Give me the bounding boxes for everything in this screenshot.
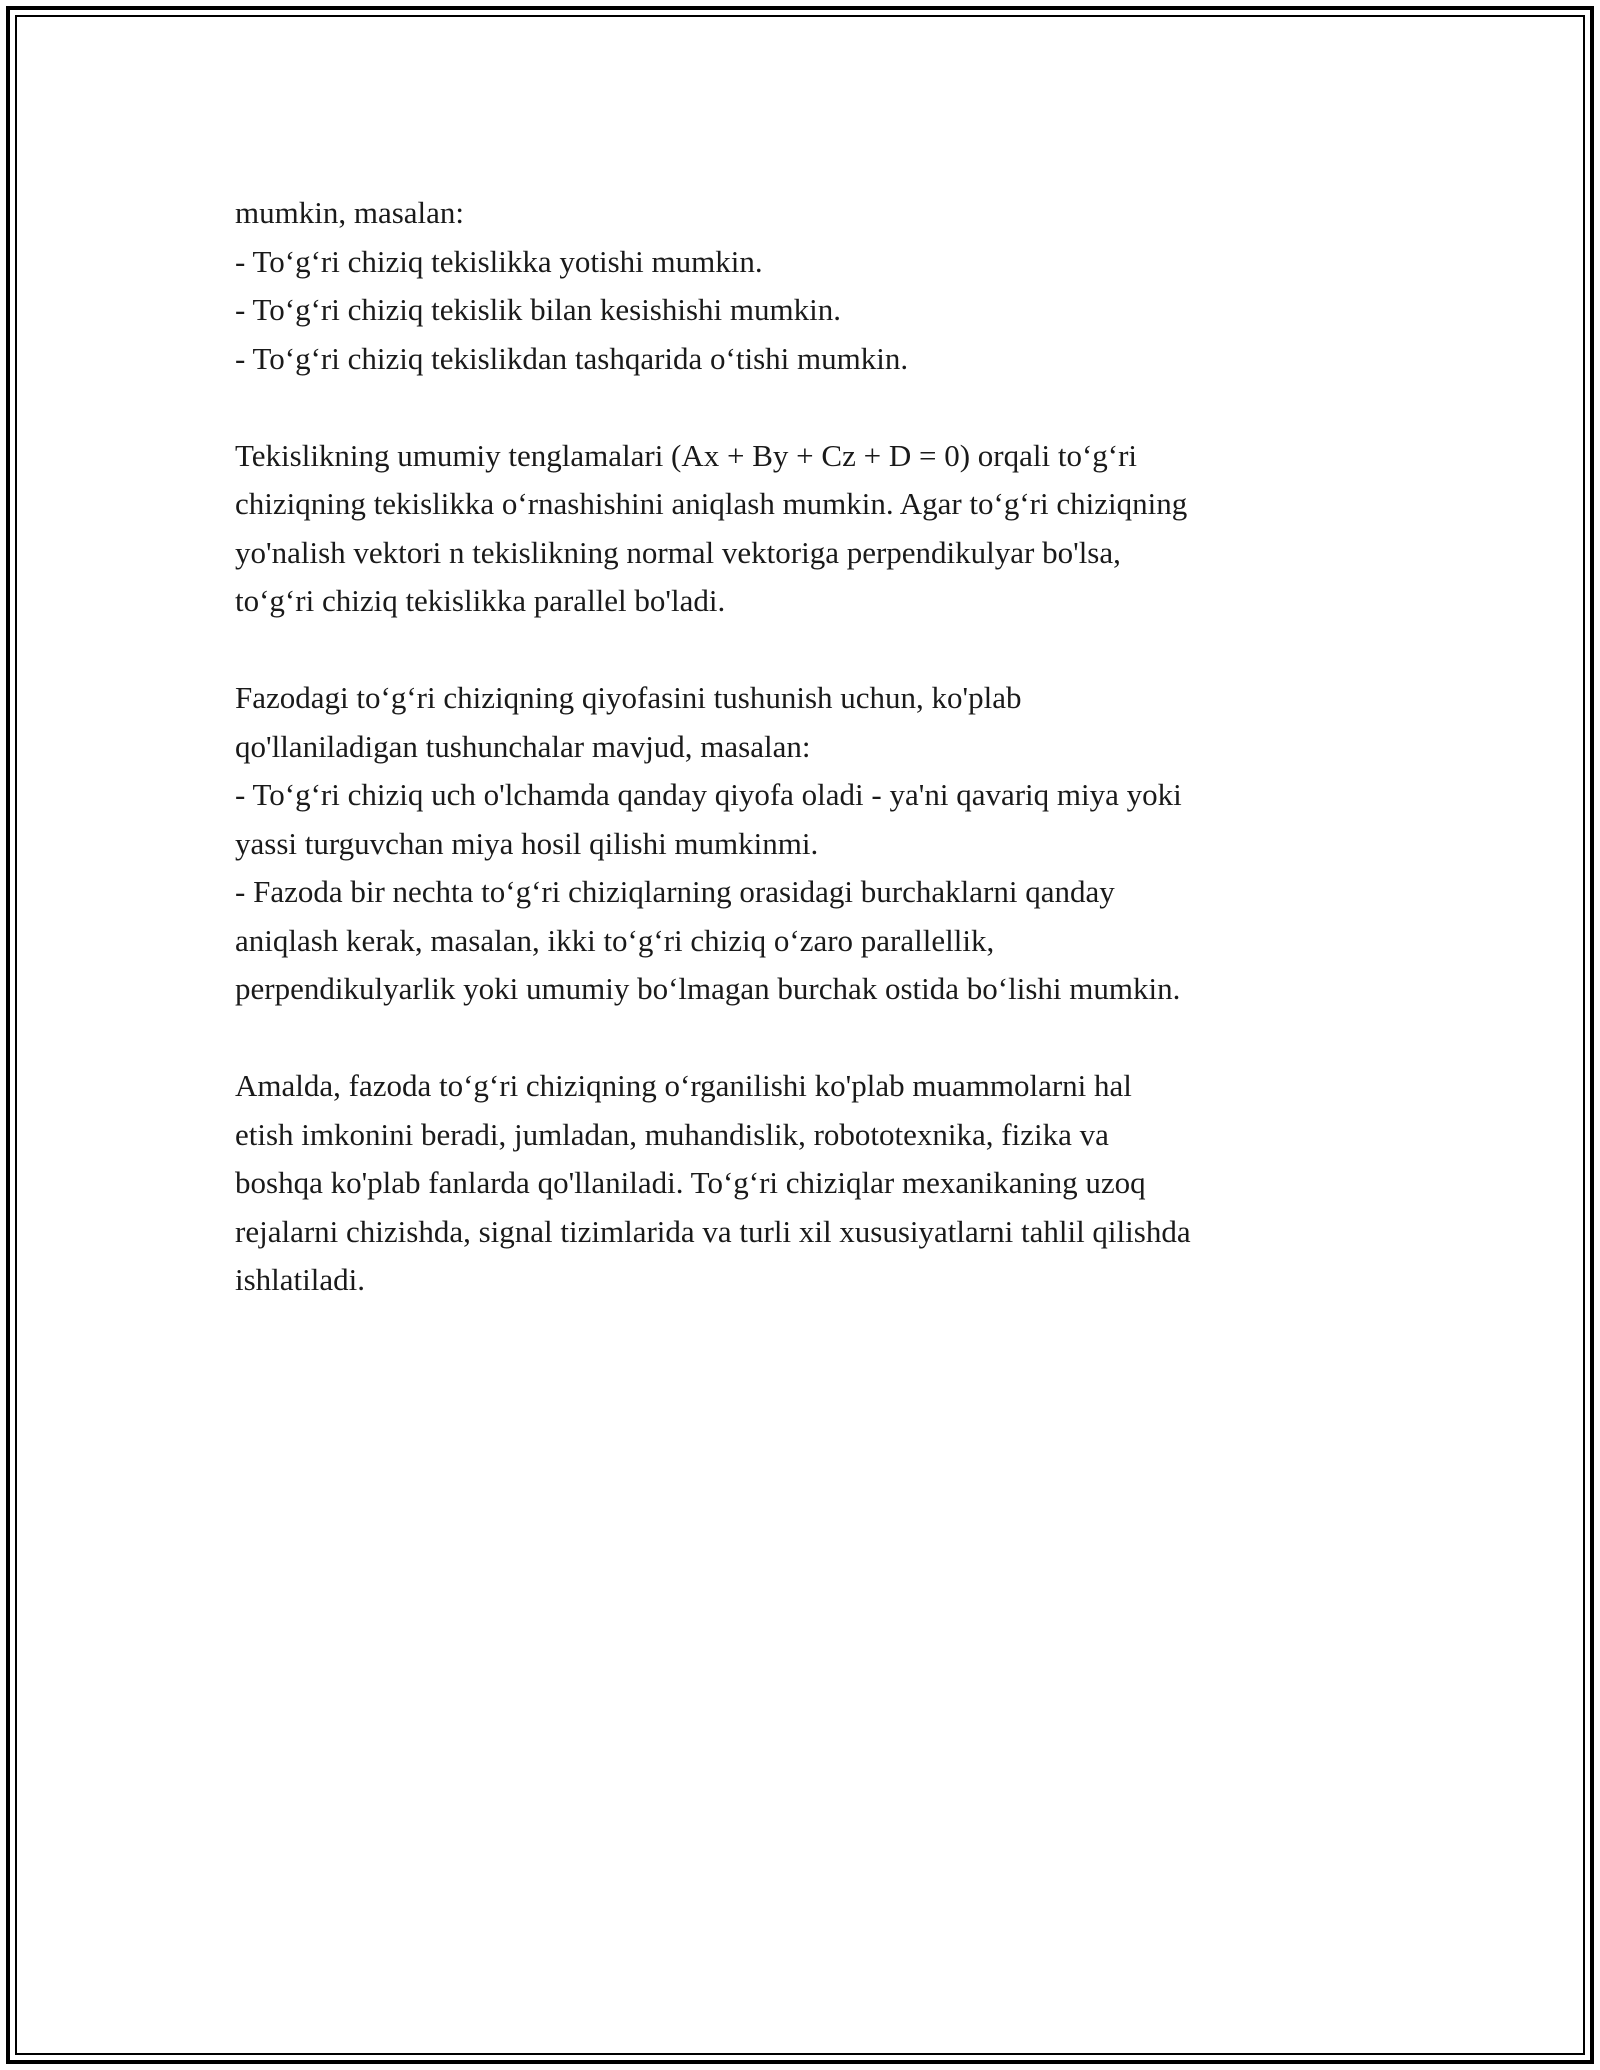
- text-line: - To‘g‘ri chiziq uch o'lchamda qanday qiyofa oladi - ya'ni qavariq miya yoki: [235, 777, 1182, 812]
- text-line: qo'llaniladigan tushunchalar mavjud, masalan:: [235, 728, 811, 764]
- text-line: Fazodagi to‘g‘ri chiziqning qiyofasini tushunish uchun, ko'plab: [235, 680, 1022, 715]
- paragraph-2: [235, 432, 1395, 626]
- text-line: Tekislikning umumiy tenglamalari (Ax + By + Cz + D = 0) orqali to‘g‘ri: [235, 437, 1138, 473]
- text-line: perpendikulyarlik yoki umumiy bo‘lmagan burchak ostida bo‘lishi mumkin.: [235, 971, 1181, 1006]
- text-line: - To‘g‘ri chiziq tekislikka yotishi mumkin.: [235, 243, 763, 279]
- paragraph-3: [235, 674, 1395, 1014]
- text-line: - To‘g‘ri chiziq tekislikdan tashqarida o‘tishi mumkin.: [235, 340, 909, 376]
- text-line: mumkin, masalan:: [235, 195, 465, 230]
- text-line: etish imkonini beradi, jumladan, muhandislik, robototexnika, fizika va: [235, 1116, 1109, 1152]
- text-line: rejalarni chizishda, signal tizimlarida va turli xil xususiyatlarni tahlil qilishda: [235, 1213, 1191, 1249]
- text-line: yassi turguvchan miya hosil qilishi mumkinmi.: [235, 825, 819, 861]
- text-line: ishlatiladi.: [235, 1262, 366, 1297]
- paragraph-1: [235, 189, 1395, 383]
- text-line: - Fazoda bir nechta to‘g‘ri chiziqlarning orasidagi burchaklarni qanday: [235, 874, 1115, 909]
- document-body: [235, 189, 1395, 1353]
- text-line: Amalda, fazoda to‘g‘ri chiziqning o‘rganilishi ko'plab muammolarni hal: [235, 1068, 1132, 1103]
- text-line: - To‘g‘ri chiziq tekislik bilan kesishishi mumkin.: [235, 292, 841, 327]
- text-line: to‘g‘ri chiziq tekislikka parallel bo'ladi.: [235, 583, 726, 618]
- text-line: boshqa ko'plab fanlarda qo'llaniladi. To‘g‘ri chiziqlar mexanikaning uzoq: [235, 1165, 1146, 1200]
- paragraph-4: [235, 1062, 1395, 1305]
- text-line: aniqlash kerak, masalan, ikki to‘g‘ri chiziq o‘zaro parallellik,: [235, 922, 995, 958]
- text-line: yo'nalish vektori n tekislikning normal vektoriga perpendikulyar bo'lsa,: [235, 534, 1121, 570]
- text-line: chiziqning tekislikka o‘rnashishini aniqlash mumkin. Agar to‘g‘ri chiziqning: [235, 486, 1188, 521]
